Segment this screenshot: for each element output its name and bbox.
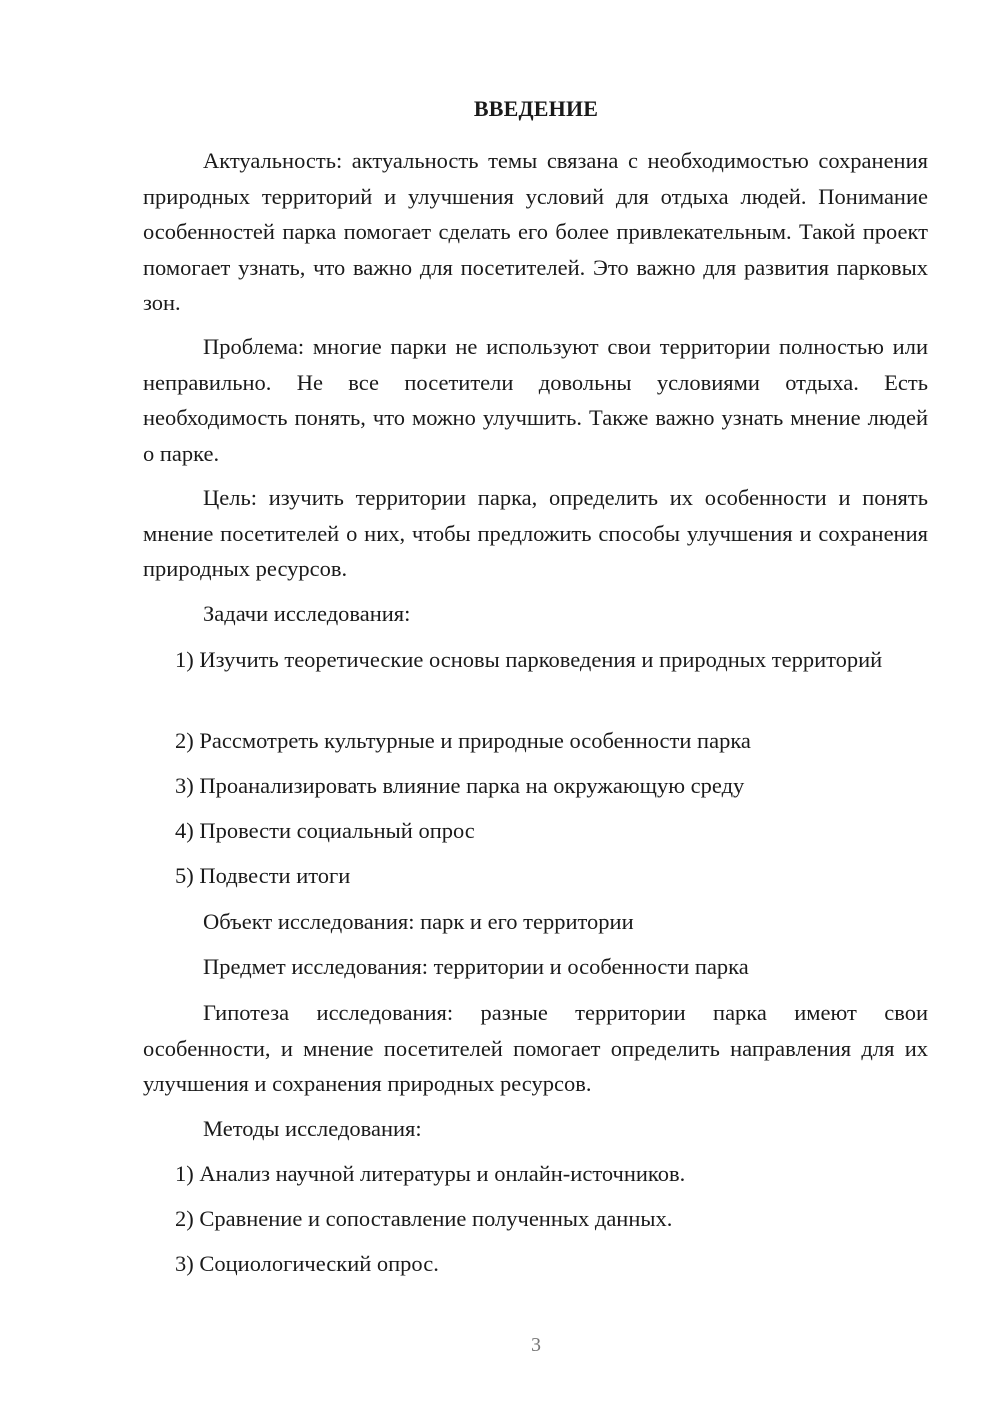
- task-item: 5) Подвести итоги: [175, 863, 351, 888]
- actuality-paragraph: Актуальность: актуальность темы связана с необходимостью сохранения природных территорий и улучшения условий для отдыха людей. Понимание особенностей парка помогает сделать его более привлекательным. Такой проект помогает узнать, что важно для посетителей. Это важно для развития парковых зон.: [143, 148, 928, 315]
- section-heading: ВВЕДЕНИЕ: [473, 96, 599, 121]
- methods-title: Методы исследования:: [203, 1116, 422, 1141]
- method-item: 1) Анализ научной литературы и онлайн-источников.: [175, 1161, 686, 1186]
- research-object: Объект исследования: парк и его территории: [203, 909, 634, 934]
- tasks-title: Задачи исследования:: [203, 601, 411, 626]
- method-item: 3) Социологический опрос.: [175, 1251, 439, 1276]
- research-subject: Предмет исследования: территории и особенности парка: [203, 954, 749, 979]
- task-item: 2) Рассмотреть культурные и природные особенности парка: [175, 728, 751, 753]
- goal-paragraph: Цель: изучить территории парка, определить их особенности и понять мнение посетителей о них, чтобы предложить способы улучшения и сохранения природных ресурсов.: [143, 485, 928, 581]
- problem-paragraph: Проблема: многие парки не используют свои территории полностью или неправильно. Не все посетители довольны условиями отдыха. Есть необходимость понять, что можно улучшить. Также важно узнать мнение людей о парке.: [143, 334, 928, 466]
- task-item: 1) Изучить теоретические основы парковедения и природных территорий: [175, 647, 883, 672]
- method-item: 2) Сравнение и сопоставление полученных данных.: [175, 1206, 673, 1231]
- hypothesis-paragraph: Гипотеза исследования: разные территории парка имеют свои особенности, и мнение посетителей помогает определить направления для их улучшения и сохранения природных ресурсов.: [143, 1000, 928, 1096]
- task-item: 4) Провести социальный опрос: [175, 818, 475, 843]
- page-number: 3: [531, 1334, 541, 1356]
- task-item: 3) Проанализировать влияние парка на окружающую среду: [175, 773, 745, 798]
